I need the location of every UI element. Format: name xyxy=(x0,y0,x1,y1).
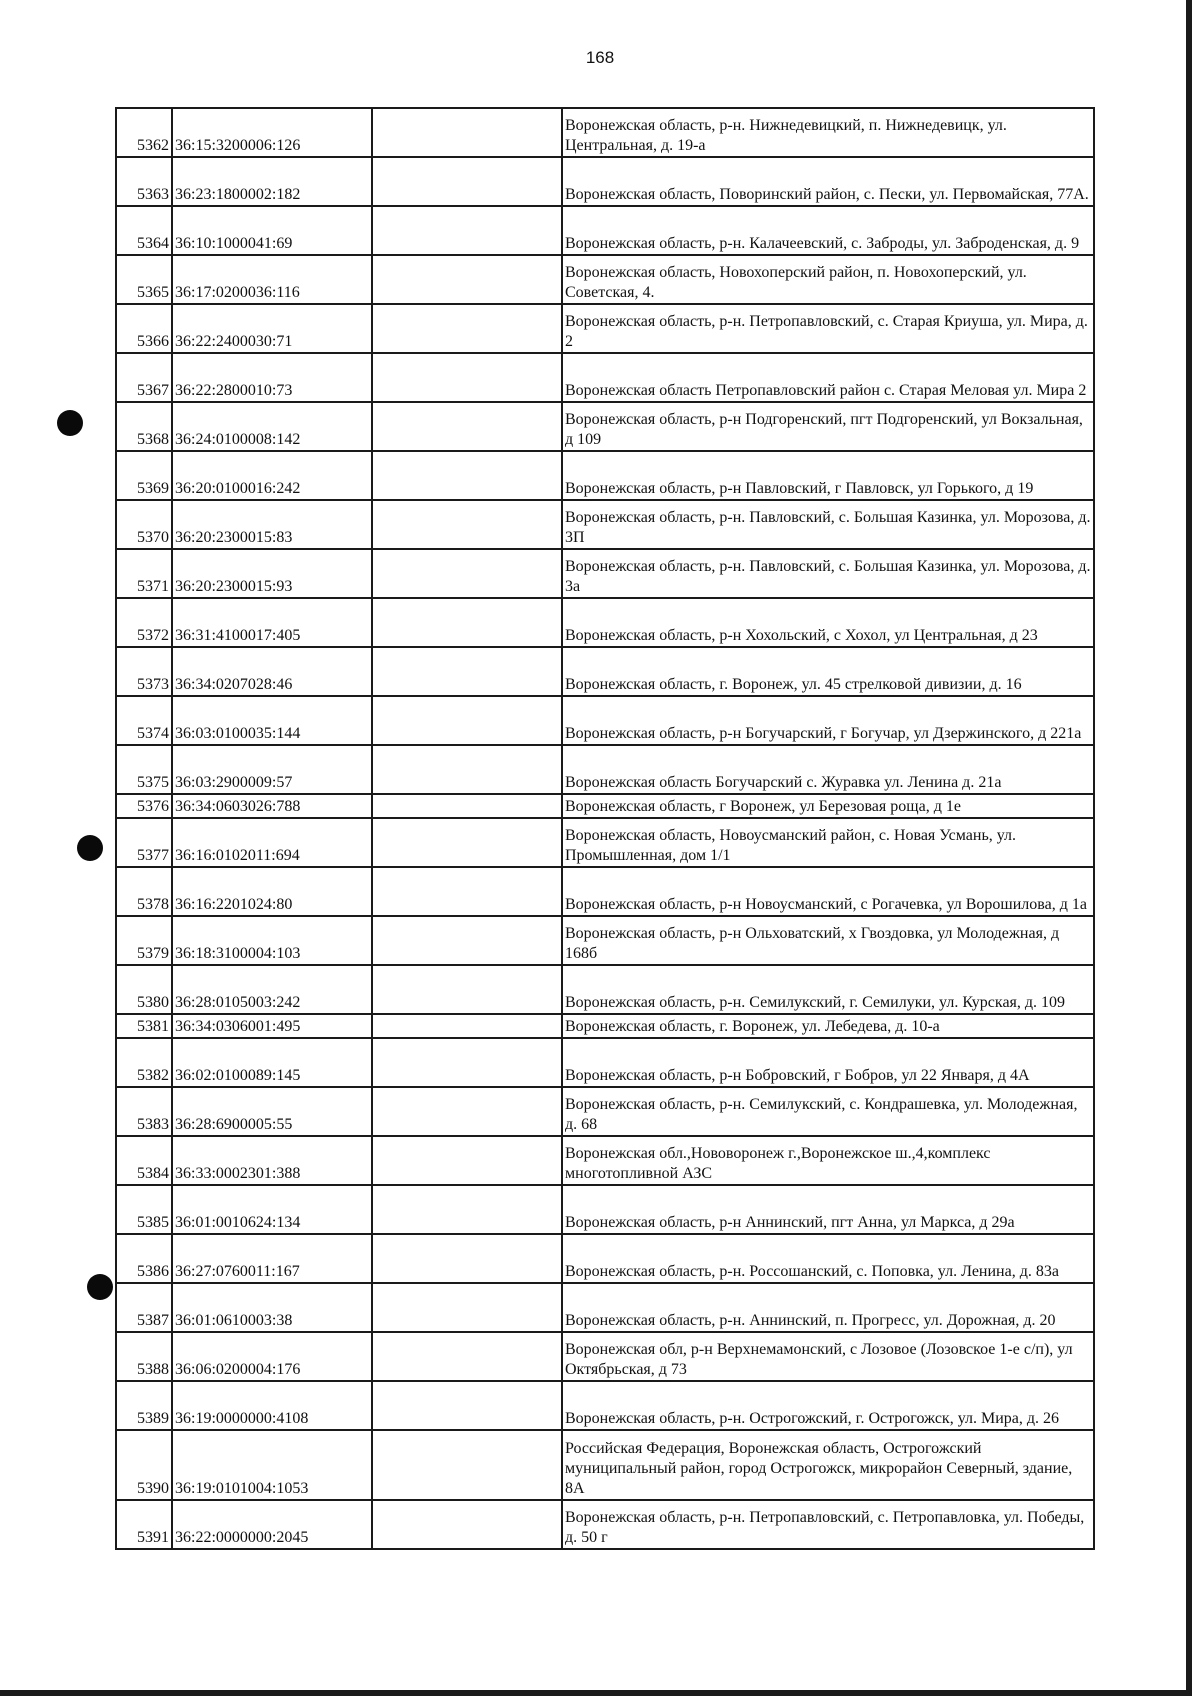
empty-cell xyxy=(372,1332,562,1381)
cadastral-number: 36:28:6900005:55 xyxy=(172,1087,372,1136)
cadastral-number: 36:19:0000000:4108 xyxy=(172,1381,372,1430)
table-row xyxy=(116,696,1094,745)
empty-cell xyxy=(372,1014,562,1038)
address-cell: Воронежская область, г Воронеж, ул Березовая роща, д 1е xyxy=(562,794,1094,818)
record-number: 5378 xyxy=(116,867,172,916)
record-number: 5365 xyxy=(116,255,172,304)
table-row xyxy=(116,867,1094,916)
table-row xyxy=(116,745,1094,794)
cadastral-number: 36:16:2201024:80 xyxy=(172,867,372,916)
table-row xyxy=(116,206,1094,255)
cadastral-number: 36:20:2300015:93 xyxy=(172,549,372,598)
empty-cell xyxy=(372,1283,562,1332)
address-cell: Воронежская область, р-н. Петропавловский, с. Петропавловка, ул. Победы, д. 50 г xyxy=(562,1500,1094,1549)
address-cell: Воронежская область, р-н Аннинский, пгт Анна, ул Маркса, д 29а xyxy=(562,1185,1094,1234)
record-number: 5381 xyxy=(116,1014,172,1038)
table-row xyxy=(116,1332,1094,1381)
empty-cell xyxy=(372,1234,562,1283)
table-row xyxy=(116,818,1094,867)
address-cell: Воронежская обл, р-н Верхнемамонский, с Лозовое (Лозовское 1-е с/п), ул Октябрьская, д 73 xyxy=(562,1332,1094,1381)
address-cell: Воронежская область, р-н. Калачеевский, с. Заброды, ул. Заброденская, д. 9 xyxy=(562,206,1094,255)
records-table-body xyxy=(116,108,1094,1549)
record-number: 5371 xyxy=(116,549,172,598)
cadastral-number: 36:18:3100004:103 xyxy=(172,916,372,965)
empty-cell xyxy=(372,916,562,965)
record-number: 5387 xyxy=(116,1283,172,1332)
table-row xyxy=(116,304,1094,353)
table-row xyxy=(116,353,1094,402)
record-number: 5383 xyxy=(116,1087,172,1136)
cadastral-number: 36:15:3200006:126 xyxy=(172,108,372,157)
empty-cell xyxy=(372,402,562,451)
table-row xyxy=(116,1430,1094,1500)
address-cell: Воронежская область, р-н. Семилукский, с. Кондрашевка, ул. Молодежная, д. 68 xyxy=(562,1087,1094,1136)
punch-hole-mark xyxy=(87,1274,113,1300)
record-number: 5376 xyxy=(116,794,172,818)
cadastral-number: 36:34:0207028:46 xyxy=(172,647,372,696)
record-number: 5388 xyxy=(116,1332,172,1381)
empty-cell xyxy=(372,157,562,206)
empty-cell xyxy=(372,1038,562,1087)
table-row xyxy=(116,598,1094,647)
record-number: 5363 xyxy=(116,157,172,206)
record-number: 5375 xyxy=(116,745,172,794)
empty-cell xyxy=(372,1500,562,1549)
record-number: 5374 xyxy=(116,696,172,745)
empty-cell xyxy=(372,647,562,696)
record-number: 5362 xyxy=(116,108,172,157)
cadastral-number: 36:23:1800002:182 xyxy=(172,157,372,206)
table-row xyxy=(116,157,1094,206)
address-cell: Воронежская область, р-н Подгоренский, пгт Подгоренский, ул Вокзальная, д 109 xyxy=(562,402,1094,451)
record-number: 5369 xyxy=(116,451,172,500)
cadastral-number: 36:24:0100008:142 xyxy=(172,402,372,451)
record-number: 5372 xyxy=(116,598,172,647)
table-row xyxy=(116,1014,1094,1038)
cadastral-number: 36:01:0010624:134 xyxy=(172,1185,372,1234)
record-number: 5386 xyxy=(116,1234,172,1283)
cadastral-number: 36:34:0603026:788 xyxy=(172,794,372,818)
table-row xyxy=(116,1381,1094,1430)
address-cell: Воронежская область, р-н. Семилукский, г. Семилуки, ул. Курская, д. 109 xyxy=(562,965,1094,1014)
record-number: 5382 xyxy=(116,1038,172,1087)
record-number: 5366 xyxy=(116,304,172,353)
empty-cell xyxy=(372,696,562,745)
punch-hole-mark xyxy=(57,410,83,436)
record-number: 5391 xyxy=(116,1500,172,1549)
address-cell: Воронежская область, р-н. Россошанский, с. Поповка, ул. Ленина, д. 83а xyxy=(562,1234,1094,1283)
cadastral-number: 36:03:2900009:57 xyxy=(172,745,372,794)
address-cell: Воронежская область, р-н Ольховатский, х Гвоздовка, ул Молодежная, д 168б xyxy=(562,916,1094,965)
cadastral-number: 36:22:0000000:2045 xyxy=(172,1500,372,1549)
record-number: 5368 xyxy=(116,402,172,451)
address-cell: Воронежская область, р-н. Петропавловский, с. Старая Криуша, ул. Мира, д. 2 xyxy=(562,304,1094,353)
table-row xyxy=(116,1234,1094,1283)
cadastral-number: 36:31:4100017:405 xyxy=(172,598,372,647)
address-cell: Воронежская обл.,Нововоронеж г.,Воронежское ш.,4,комплекс многотопливной АЗС xyxy=(562,1136,1094,1185)
table-row xyxy=(116,647,1094,696)
address-cell: Воронежская область, р-н Богучарский, г Богучар, ул Дзержинского, д 221а xyxy=(562,696,1094,745)
address-cell: Воронежская область, р-н Новоусманский, с Рогачевка, ул Ворошилова, д 1а xyxy=(562,867,1094,916)
page-number: 168 xyxy=(585,48,615,67)
table-row xyxy=(116,108,1094,157)
table-row xyxy=(116,402,1094,451)
empty-cell xyxy=(372,818,562,867)
table-row xyxy=(116,549,1094,598)
cadastral-number: 36:19:0101004:1053 xyxy=(172,1430,372,1500)
cadastral-number: 36:22:2400030:71 xyxy=(172,304,372,353)
address-cell: Воронежская область, г. Воронеж, ул. 45 стрелковой дивизии, д. 16 xyxy=(562,647,1094,696)
table-row xyxy=(116,1038,1094,1087)
empty-cell xyxy=(372,598,562,647)
empty-cell xyxy=(372,1087,562,1136)
address-cell: Воронежская область, р-н Хохольский, с Хохол, ул Центральная, д 23 xyxy=(562,598,1094,647)
empty-cell xyxy=(372,794,562,818)
empty-cell xyxy=(372,304,562,353)
empty-cell xyxy=(372,255,562,304)
record-number: 5389 xyxy=(116,1381,172,1430)
address-cell: Воронежская область, р-н Бобровский, г Бобров, ул 22 Января, д 4А xyxy=(562,1038,1094,1087)
empty-cell xyxy=(372,108,562,157)
address-cell: Воронежская область, Новоусманский район, с. Новая Усмань, ул. Промышленная, дом 1/1 xyxy=(562,818,1094,867)
table-row xyxy=(116,1185,1094,1234)
address-cell: Воронежская область, р-н. Острогожский, г. Острогожск, ул. Мира, д. 26 xyxy=(562,1381,1094,1430)
cadastral-number: 36:01:0610003:38 xyxy=(172,1283,372,1332)
empty-cell xyxy=(372,1430,562,1500)
cadastral-number: 36:17:0200036:116 xyxy=(172,255,372,304)
cadastral-number: 36:20:0100016:242 xyxy=(172,451,372,500)
record-number: 5364 xyxy=(116,206,172,255)
record-number: 5367 xyxy=(116,353,172,402)
empty-cell xyxy=(372,206,562,255)
table-row xyxy=(116,1500,1094,1549)
empty-cell xyxy=(372,965,562,1014)
punch-hole-mark xyxy=(77,835,103,861)
address-cell: Воронежская область, р-н Павловский, г Павловск, ул Горького, д 19 xyxy=(562,451,1094,500)
table-row xyxy=(116,794,1094,818)
address-cell: Российская Федерация, Воронежская область, Острогожский муниципальный район, город Острогожск, микрорайон Северный, здание, 8А xyxy=(562,1430,1094,1500)
empty-cell xyxy=(372,1185,562,1234)
record-number: 5390 xyxy=(116,1430,172,1500)
cadastral-number: 36:34:0306001:495 xyxy=(172,1014,372,1038)
record-number: 5379 xyxy=(116,916,172,965)
address-cell: Воронежская область, р-н. Павловский, с. Большая Казинка, ул. Морозова, д. 3П xyxy=(562,500,1094,549)
table-row xyxy=(116,1283,1094,1332)
table-row xyxy=(116,255,1094,304)
cadastral-number: 36:22:2800010:73 xyxy=(172,353,372,402)
address-cell: Воронежская область Петропавловский район с. Старая Меловая ул. Мира 2 xyxy=(562,353,1094,402)
table-row xyxy=(116,1136,1094,1185)
records-table xyxy=(115,107,1095,1550)
empty-cell xyxy=(372,1136,562,1185)
empty-cell xyxy=(372,867,562,916)
empty-cell xyxy=(372,353,562,402)
record-number: 5370 xyxy=(116,500,172,549)
cadastral-number: 36:10:1000041:69 xyxy=(172,206,372,255)
cadastral-number: 36:03:0100035:144 xyxy=(172,696,372,745)
record-number: 5384 xyxy=(116,1136,172,1185)
address-cell: Воронежская область Богучарский с. Журавка ул. Ленина д. 21а xyxy=(562,745,1094,794)
record-number: 5377 xyxy=(116,818,172,867)
address-cell: Воронежская область, Новохоперский район, п. Новохоперский, ул. Советская, 4. xyxy=(562,255,1094,304)
table-row xyxy=(116,1087,1094,1136)
cadastral-number: 36:28:0105003:242 xyxy=(172,965,372,1014)
cadastral-number: 36:06:0200004:176 xyxy=(172,1332,372,1381)
table-row xyxy=(116,500,1094,549)
empty-cell xyxy=(372,500,562,549)
empty-cell xyxy=(372,1381,562,1430)
empty-cell xyxy=(372,745,562,794)
table-row xyxy=(116,965,1094,1014)
address-cell: Воронежская область, г. Воронеж, ул. Лебедева, д. 10-а xyxy=(562,1014,1094,1038)
cadastral-number: 36:16:0102011:694 xyxy=(172,818,372,867)
cadastral-number: 36:02:0100089:145 xyxy=(172,1038,372,1087)
cadastral-number: 36:27:0760011:167 xyxy=(172,1234,372,1283)
address-cell: Воронежская область, Поворинский район, с. Пески, ул. Первомайская, 77А. xyxy=(562,157,1094,206)
empty-cell xyxy=(372,549,562,598)
address-cell: Воронежская область, р-н. Аннинский, п. Прогресс, ул. Дорожная, д. 20 xyxy=(562,1283,1094,1332)
record-number: 5385 xyxy=(116,1185,172,1234)
table-row xyxy=(116,451,1094,500)
address-cell: Воронежская область, р-н. Павловский, с. Большая Казинка, ул. Морозова, д. 3а xyxy=(562,549,1094,598)
empty-cell xyxy=(372,451,562,500)
table-row xyxy=(116,916,1094,965)
record-number: 5380 xyxy=(116,965,172,1014)
address-cell: Воронежская область, р-н. Нижнедевицкий, п. Нижнедевицк, ул. Центральная, д. 19-а xyxy=(562,108,1094,157)
cadastral-number: 36:33:0002301:388 xyxy=(172,1136,372,1185)
record-number: 5373 xyxy=(116,647,172,696)
cadastral-number: 36:20:2300015:83 xyxy=(172,500,372,549)
